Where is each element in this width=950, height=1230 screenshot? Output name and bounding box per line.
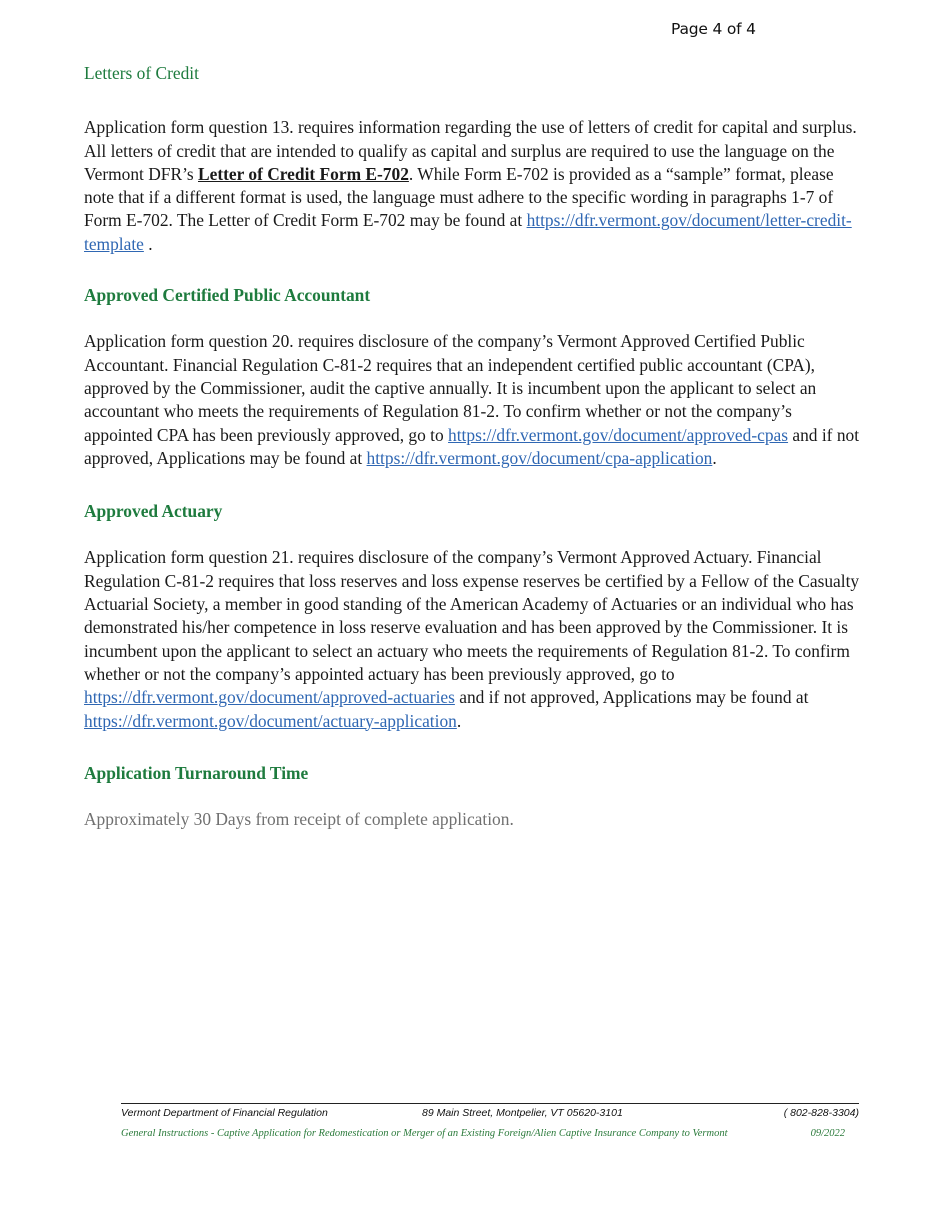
actuary-application-link[interactable]: https://dfr.vermont.gov/document/actuary-application <box>84 710 457 731</box>
footer-address: 89 Main Street, Montpelier, VT 05620-3101 <box>422 1107 623 1119</box>
section-letters-of-credit <box>84 62 864 256</box>
section-approved-cpa <box>84 284 864 470</box>
section-turnaround-time <box>84 762 864 832</box>
paragraph-text: . <box>143 233 153 254</box>
approved-actuary-paragraph <box>84 546 864 732</box>
footer-department: Vermont Department of Financial Regulation <box>121 1107 328 1119</box>
letter-credit-template-link[interactable]: https://dfr.vermont.gov/document/letter-credit-template <box>84 210 852 254</box>
document-body <box>84 62 864 831</box>
section-heading-turnaround-time: Application Turnaround Time <box>84 762 309 783</box>
approved-cpas-link[interactable]: https://dfr.vermont.gov/document/approved-cpas <box>448 424 789 445</box>
letter-of-credit-form-reference: Letter of Credit Form E-702 <box>198 163 409 184</box>
footer-description: General Instructions - Captive Application for Redomestication or Merger of an Existing Foreign/Alien Captive Insurance Company to Vermont <box>121 1128 728 1139</box>
section-heading-letters-of-credit: Letters of Credit <box>84 63 199 83</box>
page-number: Page 4 of 4 <box>671 20 756 38</box>
paragraph-text: and if not approved, Applications may be found at <box>454 687 809 708</box>
paragraph-text: . While Form E-702 is provided as a “sample” format, please note that if a different format is used, the language must adhere to the specific wording in paragraphs 1-7 of Form E-702. The Letter of Credit Form E-702 may be found at <box>84 163 834 231</box>
cpa-application-link[interactable]: https://dfr.vermont.gov/document/cpa-application <box>366 447 713 468</box>
paragraph-text: Application form question 20. requires disclosure of the company’s Vermont Approved Certified Public Accountant. Financial Regulation C-81-2 requires that an independent certified public accountant (CPA), approved by the Commissioner, audit the captive annually. It is incumbent upon the applicant to select an accountant who meets the requirements of Regulation 81-2. To confirm whether or not the company’s appointed CPA has been previously approved, go to <box>84 331 817 445</box>
approved-actuaries-link[interactable]: https://dfr.vermont.gov/document/approved-actuaries <box>84 687 455 708</box>
paragraph-text: . <box>712 447 717 468</box>
footer-description-row <box>121 1126 859 1144</box>
turnaround-paragraph: Approximately 30 Days from receipt of complete application. <box>84 809 514 830</box>
footer-date: 09/2022 <box>810 1128 845 1139</box>
section-heading-approved-cpa: Approved Certified Public Accountant <box>84 285 371 306</box>
paragraph-text: and if not approved, Applications may be found at <box>84 424 860 468</box>
paragraph-text: . <box>456 710 462 731</box>
paragraph-text: Application form question 13. requires information regarding the use of letters of credit for capital and surplus. All letters of credit that are intended to qualify as capital and surplus are required to use the language on the Vermont DFR’s <box>84 117 857 184</box>
letters-of-credit-paragraph <box>84 116 864 256</box>
paragraph-text: Application form question 21. requires disclosure of the company’s Vermont Approved Actuary. Financial Regulation C-81-2 requires that loss reserves and loss expense reserves be certified by a Fellow of the Casualty Actuarial Society, a member in good standing of the American Academy of Actuaries or an individual who has demonstrated his/her competence in loss reserve evaluation and has been approved by the Commissioner. It is incumbent upon the applicant to select an actuary who meets the requirements of Regulation 81-2. To confirm whether or not the company’s appointed actuary has been previously approved, go to <box>84 547 860 684</box>
page-footer <box>121 1103 859 1144</box>
footer-phone: ( 802-828-3304) <box>783 1107 859 1119</box>
approved-cpa-paragraph <box>84 330 864 470</box>
footer-contact-row <box>121 1104 859 1122</box>
section-approved-actuary <box>84 500 864 733</box>
section-heading-approved-actuary: Approved Actuary <box>84 501 223 522</box>
